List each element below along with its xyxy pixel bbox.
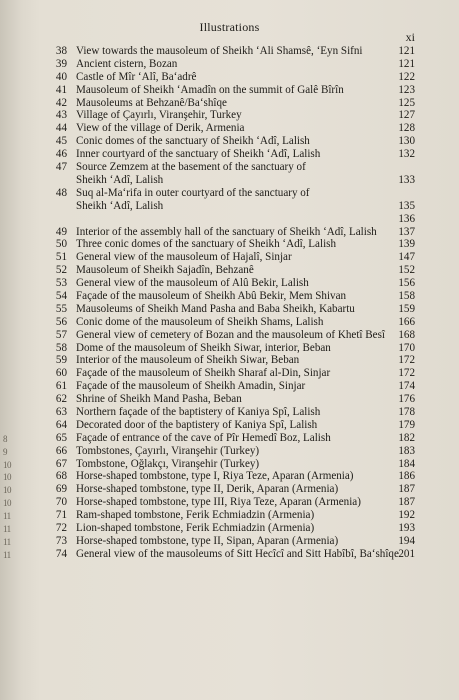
illustration-title: Lion-shaped tombstone, Ferik Echmiadzin (Armenia)	[76, 521, 315, 534]
illustration-title: Tombstones, Çayırlı, Viranşehir (Turkey)	[76, 444, 260, 457]
list-item	[0, 509, 459, 522]
illustration-title: Horse-shaped tombstone, type II, Derik, Aparan (Armenia)	[76, 483, 339, 496]
list-item	[0, 290, 459, 303]
list-item	[0, 393, 459, 406]
illustration-title: Horse-shaped tombstone, type I, Riya Teze, Aparan (Armenia)	[76, 470, 354, 483]
illustration-page: 174	[398, 380, 415, 393]
illustration-number: 71	[55, 509, 67, 522]
illustration-number: 69	[55, 483, 67, 496]
illustration-title: Dome of the mausoleum of Sheikh Siwar, interior, Beban	[76, 341, 331, 354]
illustration-number: 42	[55, 96, 67, 109]
illustration-title: Suq al-Ma‘rifa in outer courtyard of the sanctuary of Sheikh ‘Adî, Lalish	[76, 186, 310, 212]
list-item	[0, 367, 459, 380]
edge-mark: 10	[3, 485, 11, 495]
list-item	[0, 522, 459, 535]
illustration-page: 123	[398, 83, 415, 96]
list-item	[0, 97, 459, 110]
illustration-title: Conic dome of the mausoleum of Sheikh Shams, Lalish	[76, 315, 324, 328]
illustration-page: 187	[398, 496, 415, 509]
list-item	[0, 161, 459, 187]
illustration-page: 187	[398, 483, 415, 496]
illustration-page: 147	[398, 251, 415, 264]
illustration-number: 64	[55, 418, 67, 431]
illustration-page: 179	[398, 418, 415, 431]
illustration-number: 65	[55, 431, 67, 444]
illustration-page: 192	[398, 509, 415, 522]
list-item	[0, 445, 459, 458]
list-item	[0, 45, 459, 58]
running-header-title: Illustrations	[199, 20, 260, 34]
illustration-title: Horse-shaped tombstone, type III, Riya Teze, Aparan (Armenia)	[76, 496, 361, 509]
illustration-title: Tombstone, Oğlakçı, Viranşehir (Turkey)	[76, 457, 260, 470]
illustration-number: 39	[55, 57, 67, 70]
list-item	[0, 277, 459, 290]
illustration-title: Village of Çayırlı, Viranşehir, Turkey	[76, 109, 242, 122]
edge-mark: 8	[3, 434, 7, 444]
illustration-page: 121	[398, 45, 415, 57]
illustration-title: Façade of the mausoleum of Sheikh Abû Bekir, Mem Shivan	[76, 289, 347, 302]
illustration-title: General view of cemetery of Bozan and the mausoleum of Khetî Besî	[76, 328, 385, 341]
illustration-page: 178	[398, 405, 415, 418]
list-item	[0, 342, 459, 355]
list-item	[0, 238, 459, 251]
illustration-title: Mausoleum of Sheikh Sajadîn, Behzanê	[76, 264, 254, 277]
list-item	[0, 483, 459, 496]
illustration-page: 121	[398, 57, 415, 70]
edge-mark: 10	[3, 460, 11, 470]
illustration-number: 73	[55, 534, 67, 547]
list-item	[0, 187, 459, 213]
illustration-number: 40	[55, 70, 67, 83]
list-item	[0, 303, 459, 316]
list-item	[0, 226, 459, 239]
list-item	[0, 84, 459, 97]
illustration-title: Interior of the assembly hall of the sanctuary of Sheikh ‘Adî, Lalish	[76, 225, 377, 238]
illustration-page: 194	[398, 534, 415, 547]
illustration-number: 62	[55, 393, 67, 406]
illustration-title: Castle of Mîr ‘Alî, Ba‘adrê	[76, 70, 197, 83]
illustration-number: 57	[55, 328, 67, 341]
list-item	[0, 148, 459, 161]
illustration-number: 47	[55, 161, 67, 174]
illustration-title: Ram-shaped tombstone, Ferik Echmiadzin (Armenia)	[76, 509, 315, 522]
illustration-title: General view of the mausoleum of Hajalî, Sinjar	[76, 251, 292, 264]
illustration-page: 122	[398, 70, 415, 83]
illustration-title: Conic domes of the sanctuary of Sheikh ‘Adî, Lalish	[76, 135, 310, 148]
illustration-number: 67	[55, 457, 67, 470]
edge-mark: 11	[3, 550, 11, 560]
illustration-number: 61	[55, 380, 67, 393]
illustration-page: 176	[398, 393, 415, 406]
illustration-page: 184	[398, 457, 415, 470]
illustration-number: 49	[55, 225, 67, 238]
illustration-page: 135	[398, 199, 415, 212]
illustration-title: Façade of the mausoleum of Sheikh Sharaf al-Din, Sinjar	[76, 367, 331, 380]
illustration-title: Three conic domes of the sanctuary of Sheikh ‘Adî, Lalish	[76, 238, 337, 251]
illustration-number: 70	[55, 496, 67, 509]
illustration-number: 63	[55, 405, 67, 418]
illustrations-list	[0, 45, 459, 561]
list-item	[0, 109, 459, 122]
illustration-title: Source Zemzem at the basement of the sanctuary of Sheikh ‘Adî, Lalish	[76, 161, 306, 186]
illustration-title: Mausoleums at Behzanê/Ba‘shîqe	[76, 96, 227, 109]
illustration-title: View of the village of Derik, Armenia	[76, 122, 245, 135]
list-item	[0, 58, 459, 71]
illustration-page: 183	[398, 444, 415, 457]
illustration-page: 170	[398, 341, 415, 354]
illustration-page: 166	[398, 315, 415, 328]
illustration-number: 48	[55, 186, 67, 199]
illustration-page: 201	[398, 547, 415, 560]
list-item	[0, 419, 459, 432]
illustration-page: 186	[398, 470, 415, 483]
illustration-title: General view of the mausoleums of Sitt Hecîcî and Sitt Habîbî, Ba‘shîqe	[76, 547, 399, 560]
illustration-page: 159	[398, 302, 415, 315]
illustration-title: General view of the mausoleum of Alû Bekir, Lalish	[76, 277, 309, 290]
illustration-number: 55	[55, 302, 67, 315]
illustration-title: Inner courtyard of the sanctuary of Sheikh ‘Adî, Lalish	[76, 148, 321, 161]
list-item	[0, 316, 459, 329]
illustration-page: 182	[398, 431, 415, 444]
list-item	[0, 470, 459, 483]
illustration-page: 128	[398, 122, 415, 135]
illustration-title: Decorated door of the baptistery of Kaniya Spî, Lalish	[76, 418, 318, 431]
illustration-number: 66	[55, 444, 67, 457]
list-item	[0, 380, 459, 393]
illustration-page: 136	[398, 212, 415, 225]
illustration-number: 72	[55, 521, 67, 534]
illustration-page: 130	[398, 135, 415, 148]
illustration-page: 152	[398, 264, 415, 277]
list-item	[0, 264, 459, 277]
illustration-page: 139	[398, 238, 415, 251]
edge-mark: 10	[3, 472, 11, 482]
illustration-title: Northern façade of the baptistery of Kaniya Spî, Lalish	[76, 405, 321, 418]
illustration-number: 38	[55, 45, 67, 57]
illustration-number: 59	[55, 354, 67, 367]
illustration-page: 132	[398, 148, 415, 161]
illustration-title: View towards the mausoleum of Sheikh ‘Ali Shamsê, ‘Eyn Sifni	[76, 45, 363, 57]
illustration-title: Mausoleums of Sheikh Mand Pasha and Baba Sheikh, Kabartu	[76, 302, 355, 315]
edge-mark: 11	[3, 511, 11, 521]
illustration-number: 60	[55, 367, 67, 380]
edge-mark: 9	[3, 447, 7, 457]
illustration-title: Horse-shaped tombstone, type II, Sipan, Aparan (Armenia)	[76, 534, 339, 547]
illustration-page: 156	[398, 277, 415, 290]
edge-mark: 11	[3, 537, 11, 547]
illustration-number: 74	[55, 547, 67, 560]
illustration-number: 50	[55, 238, 67, 251]
illustration-page: 137	[398, 225, 415, 238]
illustration-number: 45	[55, 135, 67, 148]
illustration-title: Façade of entrance of the cave of Pîr Hemedî Boz, Lalish	[76, 431, 331, 444]
illustration-number: 54	[55, 289, 67, 302]
list-item	[0, 548, 459, 561]
illustration-title: Shrine of Sheikh Mand Pasha, Beban	[76, 393, 242, 406]
illustration-page: 172	[398, 354, 415, 367]
illustration-page: 158	[398, 289, 415, 302]
illustration-number: 58	[55, 341, 67, 354]
list-item	[0, 406, 459, 419]
list-item	[0, 329, 459, 342]
illustration-page: 172	[398, 367, 415, 380]
list-item	[0, 458, 459, 471]
list-item	[0, 251, 459, 264]
illustration-number: 53	[55, 277, 67, 290]
list-item	[0, 496, 459, 509]
list-item	[0, 354, 459, 367]
illustration-number: 46	[55, 148, 67, 161]
illustration-number: 52	[55, 264, 67, 277]
illustration-page: 168	[398, 328, 415, 341]
illustration-number: 56	[55, 315, 67, 328]
edge-mark: 11	[3, 524, 11, 534]
illustration-number: 51	[55, 251, 67, 264]
illustration-page: 133	[398, 174, 415, 187]
list-item	[0, 432, 459, 445]
illustration-title: Interior of the mausoleum of Sheikh Siwar, Beban	[76, 354, 300, 367]
list-item	[0, 122, 459, 135]
illustration-number: 41	[55, 83, 67, 96]
illustration-page: 193	[398, 521, 415, 534]
list-item	[0, 213, 459, 226]
illustration-page: 125	[398, 96, 415, 109]
illustration-number: 44	[55, 122, 67, 135]
illustration-title: Ancient cistern, Bozan	[76, 57, 178, 70]
list-item	[0, 71, 459, 84]
edge-mark: 10	[3, 498, 11, 508]
illustration-page: 127	[398, 109, 415, 122]
illustration-number: 68	[55, 470, 67, 483]
list-item	[0, 535, 459, 548]
illustration-title: Mausoleum of Sheikh ‘Amadîn on the summit of Galê Bîrîn	[76, 83, 344, 96]
page-number: xi	[405, 30, 415, 44]
illustration-number: 43	[55, 109, 67, 122]
illustration-title: Façade of the mausoleum of Sheikh Amadin, Sinjar	[76, 380, 306, 393]
list-item	[0, 135, 459, 148]
